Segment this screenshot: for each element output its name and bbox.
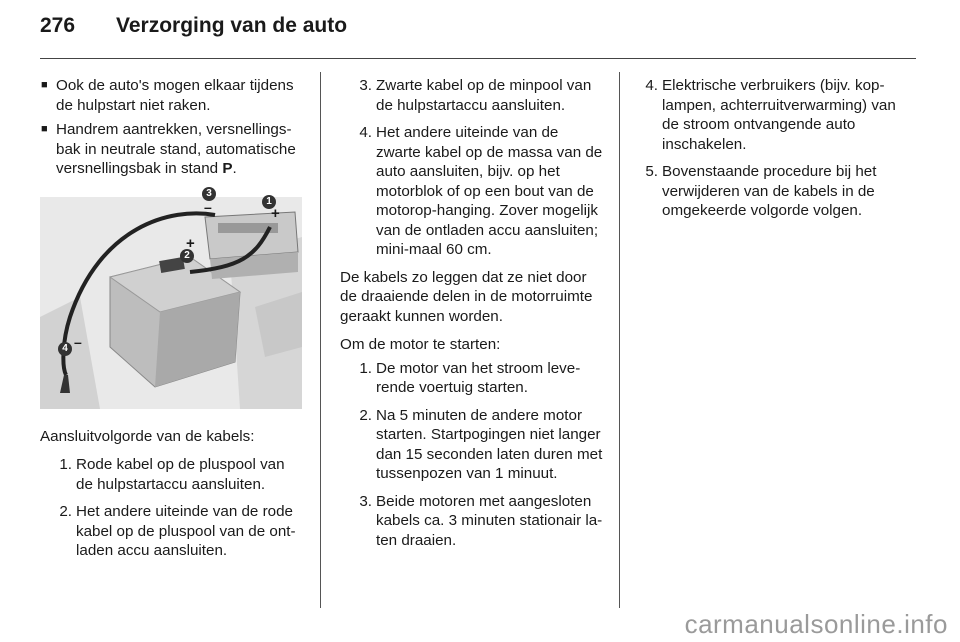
list-item: [636, 162, 902, 221]
bullet-tail: .: [232, 160, 237, 177]
list-text: Elektrische verbruikers (bijv. kop-lampen, achterruitverwarming) van de stroom ontvangende auto inschakelen.: [662, 77, 896, 153]
bullet-item: [40, 76, 304, 115]
bullet-text: Handrem aantrekken, versnellings-bak in neutrale stand, automatische versnellingsbak in stand: [56, 121, 296, 177]
column-2: [340, 76, 604, 558]
bullet-square-icon: ■: [41, 79, 48, 91]
list-number: 1.: [359, 359, 372, 377]
list-number: 2.: [59, 503, 72, 520]
list-item: [50, 502, 304, 561]
callout-2: 2: [180, 249, 194, 263]
column-3: [636, 76, 902, 229]
column-divider-2: [619, 72, 620, 608]
header-rule: [40, 58, 916, 59]
list-text: Rode kabel op de pluspool van de hulpstartaccu aansluiten.: [76, 456, 285, 493]
list-text: Het andere uiteinde van de rode kabel op de pluspool van de ont-laden accu aansluiten.: [76, 503, 296, 559]
list-item: [636, 76, 902, 154]
list-text: Bovenstaande procedure bij het verwijderen van de kabels in de omgekeerde volgorde volgen.: [662, 163, 877, 219]
list-item: [350, 123, 604, 260]
page-number: 276: [40, 14, 76, 37]
minus-sign-3: –: [204, 199, 212, 215]
list-text: Het andere uiteinde van de zwarte kabel op de massa van de auto aansluiten, bijv. op het motorblok of op een bout van de motorop-hanging. Zover mogelijk van de ontladen accu aansluiten; mini-maal 60 cm.: [376, 124, 603, 258]
list-number: 3.: [359, 492, 372, 510]
bullet-item: [40, 120, 304, 179]
paragraph-start-intro: Om de motor te starten:: [340, 336, 501, 353]
list-number: 5.: [645, 163, 658, 180]
jump-start-illustration: [40, 197, 302, 409]
list-text: Na 5 minuten de andere motor starten. Startpogingen niet langer dan 15 seconden laten duren met tussenpozen van 1 minuut.: [376, 406, 603, 482]
callout-4: 4: [58, 342, 72, 356]
list-number: 1.: [59, 456, 72, 473]
list-text: Beide motoren met aangesloten kabels ca. 3 minuten stationair la-ten draaien.: [376, 492, 603, 549]
list-item: [50, 455, 304, 494]
callout-3: 3: [202, 187, 216, 201]
plus-sign-1: +: [271, 205, 280, 222]
column-1: [40, 76, 304, 569]
list-item: [350, 359, 604, 398]
watermark: carmanualsonline.info: [684, 609, 948, 639]
engine-bay-svg: [40, 197, 302, 409]
figure-caption: Aansluitvolgorde van de kabels:: [40, 427, 255, 445]
callout-1: 1: [262, 195, 276, 209]
list-number: 4.: [359, 124, 372, 141]
list-number: 4.: [645, 77, 658, 94]
paragraph-cable-routing: De kabels zo leggen dat ze niet door de draaiende delen in de motorruimte geraakt kunnen worden.: [340, 268, 593, 325]
bullet-text: Ook de auto's mogen elkaar tijdens de hulpstart niet raken.: [56, 77, 294, 114]
list-text: De motor van het stroom leve-rende voertuig starten.: [376, 359, 581, 396]
list-item: [350, 492, 604, 551]
list-number: 2.: [359, 406, 372, 424]
list-text: Zwarte kabel op de minpool van de hulpstartaccu aansluiten.: [376, 77, 592, 114]
page-title: Verzorging van de auto: [116, 14, 348, 37]
plus-sign-2: +: [186, 235, 195, 252]
page-header: [40, 14, 918, 52]
column-divider-1: [320, 72, 321, 608]
list-item: [350, 76, 604, 115]
gear-position-p: P: [222, 160, 233, 177]
list-number: 3.: [359, 77, 372, 94]
list-item: [350, 406, 604, 484]
bullet-square-icon: ■: [41, 123, 48, 135]
minus-sign-4: –: [74, 334, 82, 350]
